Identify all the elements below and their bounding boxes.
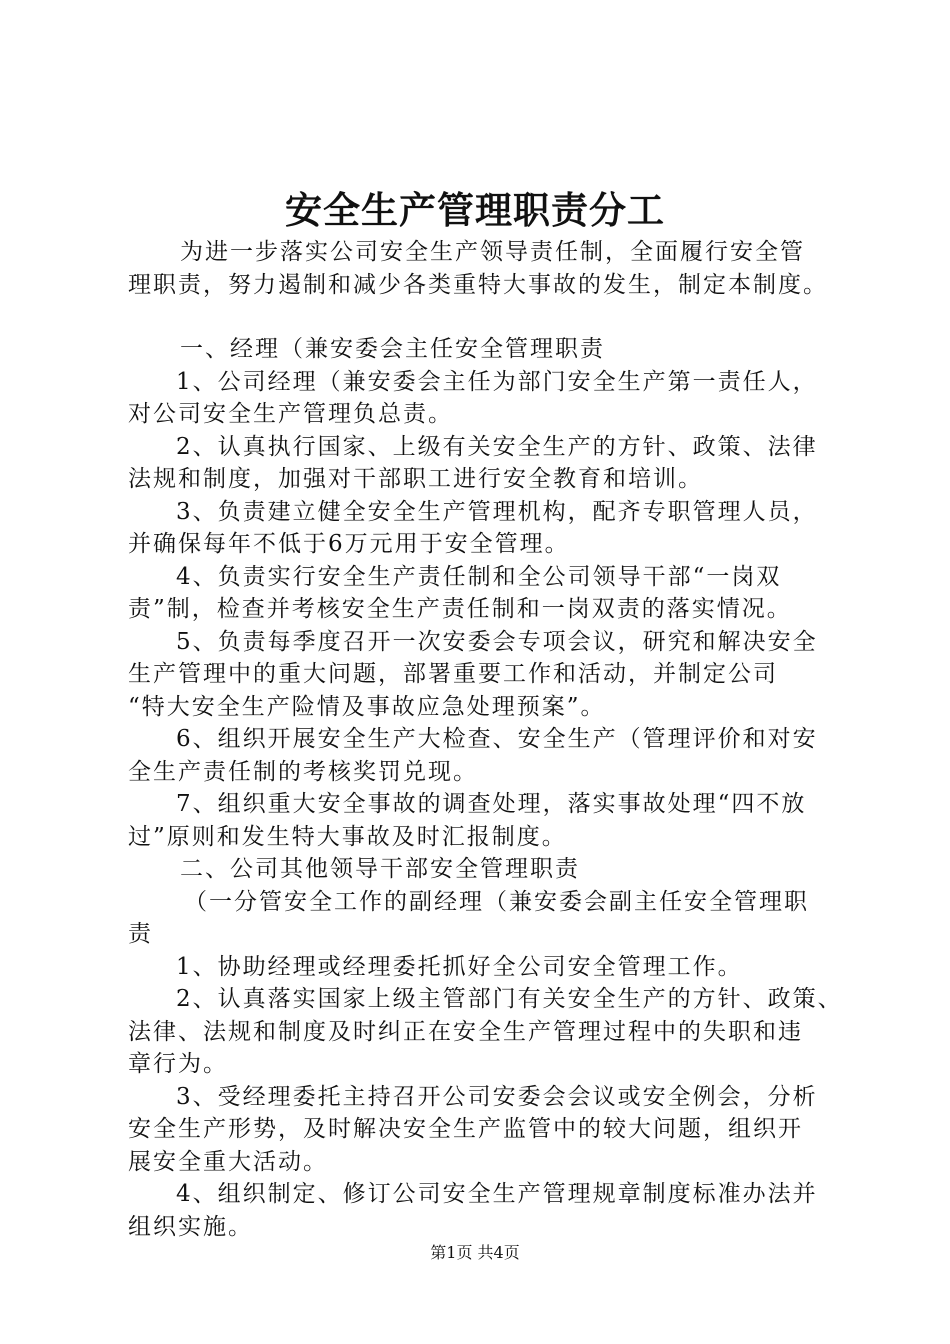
paragraph-line: 过”原则和发生特大事故及时汇报制度。 xyxy=(128,823,567,850)
paragraph-line: 2、认真落实国家上级主管部门有关安全生产的方针、政策、 xyxy=(176,986,843,1012)
subsection-heading: 责 xyxy=(128,921,153,947)
paragraph-line: 法律、法规和制度及时纠正在安全生产管理过程中的失职和违 xyxy=(128,1018,803,1045)
paragraph-line: 章行为。 xyxy=(128,1051,228,1077)
paragraph-line: 6、组织开展安全生产大检查、安全生产（管理评价和对安 xyxy=(176,726,818,752)
document-title: 安全生产管理职责分工 xyxy=(285,188,665,232)
paragraph-line: “特大安全生产险情及事故应急处理预案”。 xyxy=(128,693,606,720)
paragraph-line: 7、组织重大安全事故的调查处理，落实事故处理“四不放 xyxy=(176,791,807,817)
paragraph-line: 并确保每年不低于6万元用于安全管理。 xyxy=(128,531,570,557)
paragraph-line: 4、组织制定、修订公司安全生产管理规章制度标准办法并 xyxy=(176,1181,818,1207)
paragraph-line: 责”制，检查并考核安全生产责任制和一岗双责的落实情况。 xyxy=(128,596,792,622)
paragraph-line: 安全生产形势，及时解决安全生产监管中的较大问题，组织开 xyxy=(128,1116,803,1142)
paragraph-line: 4、负责实行安全生产责任制和全公司领导干部“一岗双 xyxy=(176,563,782,590)
paragraph-line: 3、负责建立健全安全生产管理机构，配齐专职管理人员， xyxy=(176,498,818,525)
section-heading: 二、公司其他领导干部安全管理职责 xyxy=(180,856,580,882)
paragraph-line: 1、协助经理或经理委托抓好全公司安全管理工作。 xyxy=(176,953,743,980)
paragraph-spacer xyxy=(128,301,840,333)
paragraph-line: 1、公司经理（兼安委会主任为部门安全生产第一责任人， xyxy=(176,368,818,395)
paragraph-line: 法规和制度，加强对干部职工进行安全教育和培训。 xyxy=(128,466,703,492)
paragraph-line: 2、认真执行国家、上级有关安全生产的方针、政策、法律 xyxy=(176,433,818,460)
intro-paragraph-line: 理职责，努力遏制和减少各类重特大事故的发生，制定本制度。 xyxy=(128,271,828,298)
paragraph-line: 组织实施。 xyxy=(128,1213,253,1240)
paragraph-line: 全生产责任制的考核奖罚兑现。 xyxy=(128,758,478,785)
paragraph-line: 3、受经理委托主持召开公司安委会会议或安全例会，分析 xyxy=(176,1083,818,1110)
section-heading: 一、经理（兼安委会主任安全管理职责 xyxy=(180,336,605,362)
paragraph-line: 5、负责每季度召开一次安委会专项会议，研究和解决安全 xyxy=(176,628,818,655)
page-number-footer: 第1页 共4页 xyxy=(430,1243,520,1262)
document-body xyxy=(128,236,843,1243)
subsection-heading: （一分管安全工作的副经理（兼安委会副主任安全管理职 xyxy=(184,888,809,915)
intro-paragraph-line: 为进一步落实公司安全生产领导责任制，全面履行安全管 xyxy=(180,239,805,265)
paragraph-line: 展安全重大活动。 xyxy=(128,1148,328,1175)
paragraph-line: 对公司安全生产管理负总责。 xyxy=(128,401,453,427)
paragraph-line: 生产管理中的重大问题，部署重要工作和活动，并制定公司 xyxy=(128,661,778,687)
